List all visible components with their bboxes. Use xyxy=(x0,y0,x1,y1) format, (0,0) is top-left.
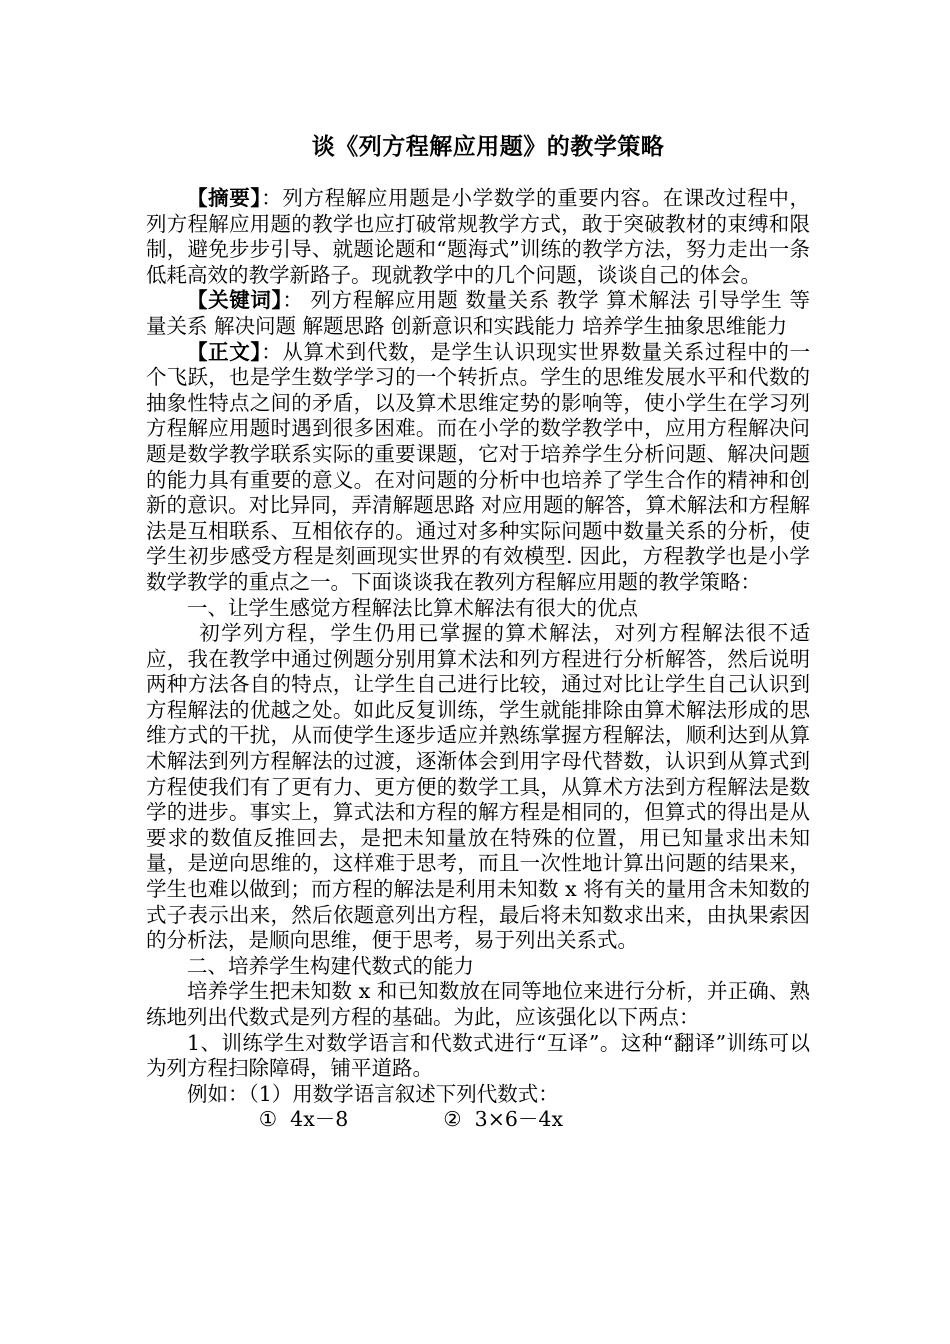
main-text-body: ：从算术到代数，是学生认识现实世界数量关系过程中的一个飞跃，也是学生数学学习的一个转折点。学生的思维发展水平和代数的抽象性特点之间的矛盾，以及算术思维定势的影响等，使小学生在学习列方程解应用题时遇到很多困难。而在小学的数学教学中，应用方程解决问题是数学教学联系实际的重要课题，它对于培养学生分析问题、解决问题的能力具有重要的意义。在对问题的分析中也培养了学生合作的精神和创新的意识。对比异同，弄清解题思路 对应用题的解答，算术解法和方程解法是互相联系、互相依存的。通过对多种实际问题中数量关系的分析，使学生初步感受方程是刻画现实世界的有效模型. 因此，方程教学也是小学数学教学的重点之一。下面谈谈我在教列方程解应用题的教学策略： xyxy=(146,339,811,594)
section2-heading: 二、培养学生构建代数式的能力 xyxy=(187,953,474,978)
example-intro: 例如：（1）用数学语言叙述下列代数式： xyxy=(187,1081,559,1106)
main-text-label: 【正文】 xyxy=(187,339,262,364)
section2-paragraph: 培养学生把未知数 x 和已知数放在同等地位来进行分析，并正确、熟练地列出代数式是列方程的基础。为此，应该强化以下两点： xyxy=(146,979,810,1029)
main-text-paragraph xyxy=(146,340,810,596)
document-title: 谈《列方程解应用题》的教学策略 xyxy=(311,134,665,160)
abstract-text: ：列方程解应用题是小学数学的重要内容。在课改过程中，列方程解应用题的教学也应打破常规教学方式，敢于突破教材的束缚和限制，避免步步引导、就题论题和“题海式”训练的教学方法，努力走出一条低耗高效的教学新路子。现就教学中的几个问题，谈谈自己的体会。 xyxy=(146,186,811,287)
abstract-label: 【摘要】 xyxy=(187,186,262,210)
section1-paragraph: 初学列方程，学生仍用已掌握的算术解法，对列方程解法很不适应，我在教学中通过例题分别用算术法和列方程进行分析解答，然后说明两种方法各自的特点，让学生自己进行比较，通过对比让学生自己认识到方程解法的优越之处。如此反复训练，学生就能排除由算术解法形成的思维方式的干扰，从而使学生逐步适应并熟练掌握方程解法，顺利达到从算术解法到列方程解法的过渡，逐渐体会到用字母代替数，认识到从算式到方程使我们有了更有力、更方便的数学工具，从算术方法到方程解法是数学的进步。事实上，算式法和方程的解方程是相同的，但算式的得出是从要求的数值反推回去，是把未知量放在特殊的位置，用已知量求出未知量，是逆向思维的，这样难于思考，而且一次性地计算出问题的结果来，学生也难以做到；而方程的解法是利用未知数 x 将有关的量用含未知数的式子表示出来，然后依题意列出方程，最后将未知数求出来，由执果索因的分析法，是顺向思维，便于思考，易于列出关系式。 xyxy=(146,621,810,953)
example-expression-1: ① 4x－8 xyxy=(258,1107,349,1132)
document-body xyxy=(146,186,810,1133)
example-expression-2: ② 3×6－4x xyxy=(443,1107,564,1132)
keywords-paragraph xyxy=(146,288,810,339)
keywords-text: ： 列方程解应用题 数量关系 教学 算术解法 引导学生 等量关系 解决问题 解题思路 创新意识和实践能力 培养学生抽象思维能力 xyxy=(146,288,810,338)
example-expressions xyxy=(146,1107,810,1133)
section1-heading: 一、让学生感觉方程解法比算术解法有很大的优点 xyxy=(187,595,638,620)
document-page xyxy=(146,130,810,1133)
section2-point1: 1、训练学生对数学语言和代数式进行“互译”。这种“翻译”训练可以为列方程扫除障碍，铺平道路。 xyxy=(146,1030,810,1081)
keywords-label: 【关键词】 xyxy=(187,288,283,313)
abstract-paragraph xyxy=(146,186,810,288)
